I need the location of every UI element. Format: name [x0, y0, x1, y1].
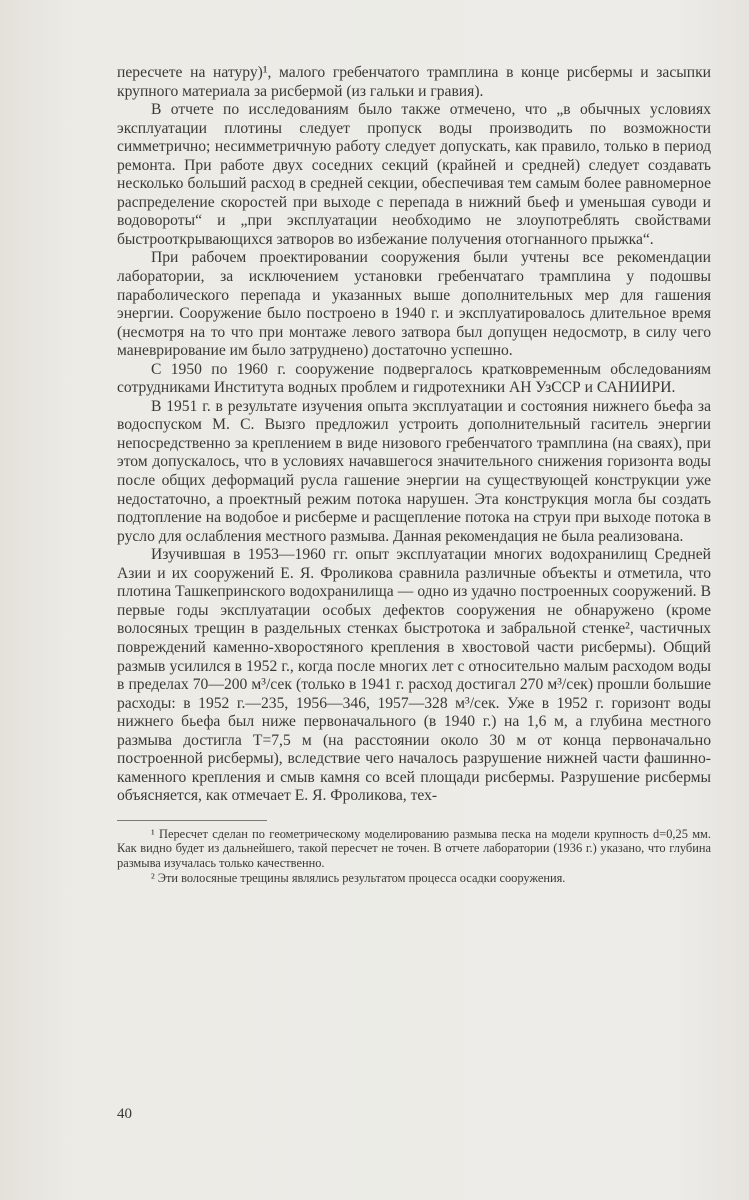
paragraph-3: При рабочем проектировании сооружения были учтены все рекомендации лаборатории, за исключением установки гребенчатаго трамплина у подошвы параболического перепада и указанных выше дополнительных мер для гашения энергии. Сооружение было построено в 1940 г. и эксплуатировалось длительное время (несмотря на то что при монтаже левого затвора был допущен недосмотр, в силу чего маневрирование им было затруднено) достаточно успешно. [117, 249, 711, 360]
paragraph-5: В 1951 г. в результате изучения опыта эксплуатации и состояния нижнего бьефа за водоспуском М. С. Вызго предложил устроить дополнительный гаситель энергии непосредственно за креплением в виде низового гребенчатого трамплина (на сваях), при этом допускалось, что в условиях начавшегося значительного снижения горизонта воды после общих деформаций русла гашение энергии на существующей конструкции уже недостаточно, а проектный режим потока нарушен. Эта конструкция могла бы создать подтопление на водобое и рисберме и расщепление потока на струи при выходе потока в русло для ослабления местного размыва. Данная рекомендация не была реализована. [117, 397, 711, 545]
paragraph-4: С 1950 по 1960 г. сооружение подвергалось кратковременным обследованиям сотрудниками Института водных проблем и гидротехники АН УзССР и САНИИРИ. [117, 360, 711, 397]
paragraph-2: В отчете по исследованиям было также отмечено, что „в обычных условиях эксплуатации плотины следует пропуск воды производить по возможности симметрично; несимметричную работу следует допускать, как правило, только в период ремонта. При работе двух соседних секций (крайней и средней) следует создавать несколько больший расход в средней секции, обеспечивая тем самым более равномерное распределение скоростей при выходе с перепада в нижний бьеф и уменьшая суводи и водовороты“ и „при эксплуатации необходимо не злоупотреблять свойствами быстрооткрывающихся затворов во избежание получения отогнанного прыжка“. [117, 101, 711, 248]
paragraph-6: Изучившая в 1953—1960 гг. опыт эксплуатации многих водохранилищ Средней Азии и их сооружений Е. Я. Фроликова сравнила различные объекты и отметила, что плотина Ташкепринского водохранилища — одно из удачно построенных сооружений. В первые годы эксплуатации особых дефектов сооружения не обнаружено (кроме волосяных трещин в раздельных стенках быстротока и забральной стенке², частичных повреждений каменно-хворостяного крепления в хвостовой части рисбермы). Общий размыв усилился в 1952 г., когда после многих лет с относительно малым расходом воды в пределах 70—200 м³/сек (только в 1941 г. расход достигал 270 м³/сек) прошли большие расходы: в 1952 г.—235, 1956—346, 1957—328 м³/сек. Уже в 1952 г. горизонт воды нижнего бьефа был ниже первоначального (в 1940 г.) на 1,6 м, а глубина местного размыва достигла T=7,5 м (на расстоянии около 30 м от конца первоначально построенной рисбермы), вследствие чего началось разрушение нижней части фашинно-каменного крепления и смыв камня со всей площади рисбермы. Разрушение рисбермы объясняется, как отмечает Е. Я. Фроликова, тех- [117, 546, 711, 805]
footnote-divider [117, 820, 267, 821]
page-number: 40 [117, 1106, 132, 1122]
footnote-1: ¹ Пересчет сделан по геометрическому моделированию размыва песка на модели крупность d=0,25 мм. Как видно будет из дальнейшего, такой пересчет не точен. В отчете лаборатории (1936 г.) указано, что глубина размыва изучалась только качественно. [117, 826, 711, 871]
main-text [117, 64, 711, 885]
paragraph-1: пересчете на натуру)¹, малого гребенчатого трамплина в конце рисбермы и засыпки крупного материала за рисбермой (из гальки и гравия). [117, 64, 711, 100]
footnote-2: ² Эти волосяные трещины являлись результатом процесса осадки сооружения. [151, 870, 566, 885]
